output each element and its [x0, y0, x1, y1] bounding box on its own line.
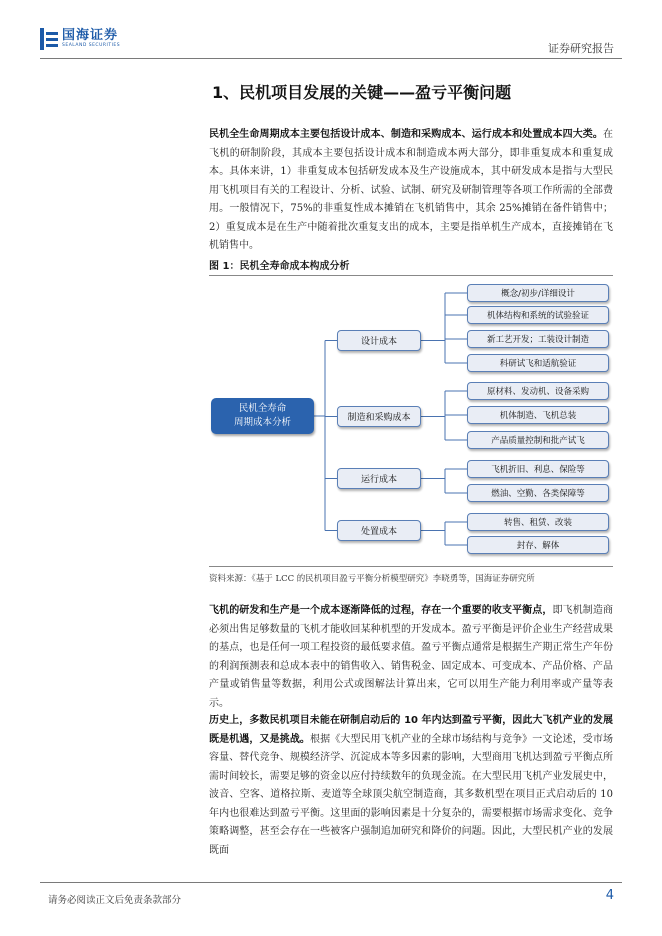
logo-icon — [40, 28, 58, 50]
page-number: 4 — [605, 888, 614, 903]
category-design-cost: 设计成本 — [337, 330, 421, 351]
category-operating-cost: 运行成本 — [337, 468, 421, 489]
figure-source: 资料来源：《基于 LCC 的民机项目盈亏平衡分析模型研究》李晓勇等，国海证券研究所 — [209, 574, 535, 584]
footer-divider — [40, 882, 622, 883]
paragraph-1-body: 在飞机的研制阶段，其成本主要包括设计成本和制造成本两大部分，即非重复成本和重复成本。具体来讲，1）非重复成本包括研发成本及生产设施成本，其中研发成本是指与大型民用飞机项目有关的工程设计、分析、试验、试制、研究及研制管理等各项工作所需的全部费用。一般情况下，75%的非重复性成本摊销在飞机销售中，其余 25%摊销在备件销售中；2）重复成本是在生产中随着批次重复支出的成本，主要是指单机生产成本，直接摊销在飞机销售中。 — [209, 129, 613, 251]
category-disposal-cost: 处置成本 — [337, 520, 421, 541]
disclaimer-note: 请务必阅读正文后免责条款部分 — [48, 895, 182, 906]
leaf-manufacturing-3: 产品质量控制和批产试飞 — [467, 431, 609, 449]
leaf-design-3: 新工艺开发；工装设计制造 — [467, 330, 609, 348]
paragraph-2-body: 即飞机制造商必须出售足够数量的飞机才能收回某种机型的开发成本。盈亏平衡是评价企业生产经营成果的基点，也是任何一项工程投资的最低要求值。盈亏平衡点通常是根据生产期正常生产年份的利润预测表和总成本表中的销售收入、销售税金、固定成本、可变成本、产品价格、产品产量或销售量等数据，利用公式或图解法计算出来，它可以用生产能力利用率或产量等表示。 — [209, 605, 614, 709]
paragraph-2-lead: 飞机的研发和生产是一个成本逐渐降低的过程，存在一个重要的收支平衡点， — [209, 605, 553, 616]
leaf-design-1: 概念/初步/详细设计 — [467, 284, 609, 302]
logo-name-cn: 国海证券 — [62, 28, 119, 43]
cost-structure-diagram — [209, 276, 613, 566]
paragraph-1-lead: 民机全生命周期成本主要包括设计成本、制造和采购成本、运行成本和处置成本四大类。 — [209, 129, 603, 140]
leaf-design-4: 科研试飞和适航验证 — [467, 354, 609, 372]
root-node: 民机全寿命 周期成本分析 — [211, 398, 314, 434]
figure-title: 图 1：民机全寿命成本构成分析 — [209, 261, 350, 272]
paragraph-3-lead: 历史上，多数民机项目未能在研制启动后的 10 年内达到盈亏平衡，因此大飞机产业的发展既是机遇，又是挑战。 — [209, 715, 613, 745]
category-manufacturing-cost: 制造和采购成本 — [337, 406, 421, 427]
logo-name-en: SEALAND SECURITIES — [62, 43, 121, 48]
section-title: 1、民机项目发展的关键——盈亏平衡问题 — [212, 83, 512, 102]
figure-bottom-rule — [209, 566, 613, 567]
leaf-operating-2: 燃油、空勤、各类保障等 — [467, 484, 609, 502]
paragraph-1 — [209, 126, 613, 256]
leaf-design-2: 机体结构和系统的试验验证 — [467, 306, 609, 324]
leaf-manufacturing-2: 机体制造、飞机总装 — [467, 406, 609, 424]
leaf-disposal-2: 封存、解体 — [467, 536, 609, 554]
company-logo — [40, 28, 120, 50]
paragraph-3 — [209, 712, 613, 860]
header-divider — [40, 58, 622, 59]
leaf-manufacturing-1: 原材料、发动机、设备采购 — [467, 382, 609, 400]
paragraph-3-body: 根据《大型民用飞机产业的全球市场结构与竞争》一文论述，受市场容量、替代竞争、规模经济学、沉淀成本等多因素的影响，大型商用飞机达到盈亏平衡点所需时间较长，需要足够的资金以应付持续数年的负现金流。在大型民用飞机产业发展史中，波音、空客、道格拉斯、麦道等全球顶尖航空制造商，其多数机型在项目正式启动后的 10 年内也很难达到盈亏平衡。这里面的影响因素是十分复杂的，需要根据市场需求变化、竞争策略调整，甚至会存在一些被客户强制追加研究和降价的问题。因此，大型民机产业的发展既面 — [209, 733, 614, 856]
paragraph-2 — [209, 602, 613, 713]
report-type: 证券研究报告 — [548, 42, 614, 55]
leaf-disposal-1: 转售、租赁、改装 — [467, 513, 609, 531]
leaf-operating-1: 飞机折旧、利息、保险等 — [467, 460, 609, 478]
